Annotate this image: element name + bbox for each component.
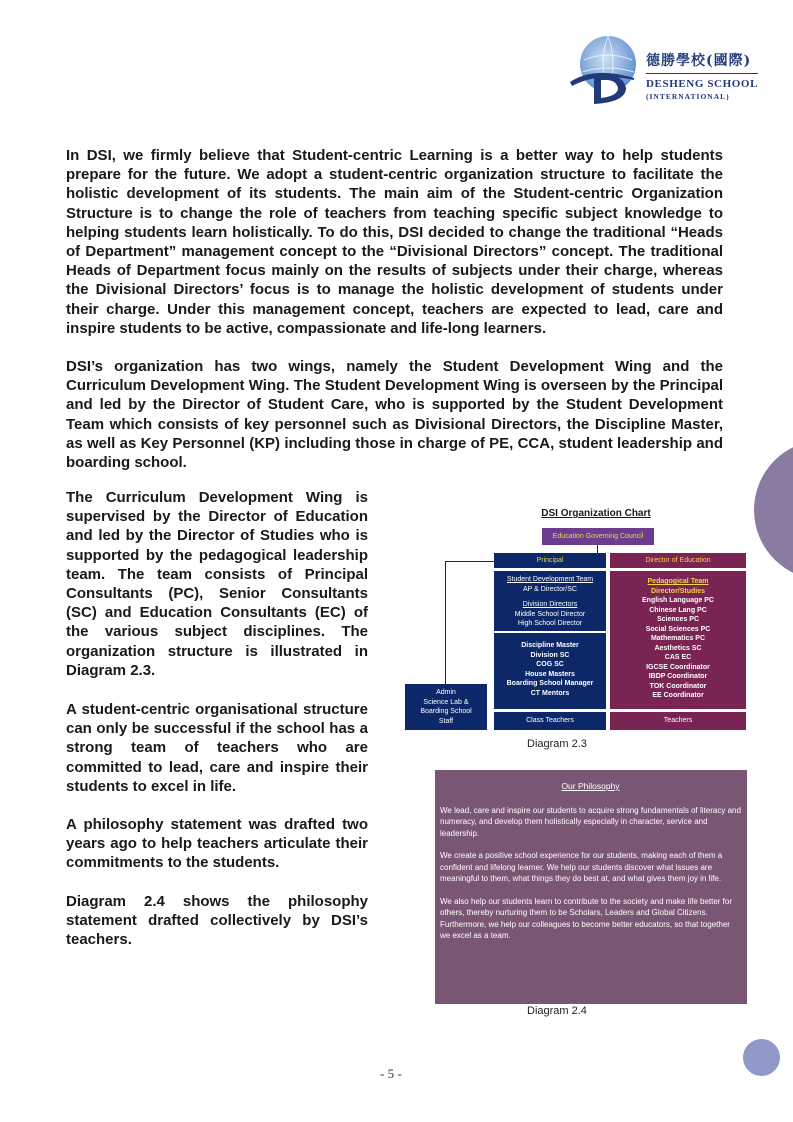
org-student-development-team (494, 571, 606, 631)
sdt-line: AP & Director/SC (523, 585, 577, 593)
org-chart (400, 505, 750, 755)
ped-item: Social Sciences PC (645, 625, 711, 633)
philosophy-paragraph: We also help our students learn to contribute to the society and make life better for others, thereby nurturing them to be Scholars, Leaders and Global Citizens. Furthermore, we help our colleagues to become better educators, so that together we excel as a team. (440, 896, 733, 940)
org-discipline-item: Division SC (530, 651, 570, 659)
paragraph-diagram-ref: Diagram 2.4 shows the philosophy statement drafted collectively by DSI’s teachers. (66, 893, 368, 949)
paragraph-intro: In DSI, we firmly believe that Student-centric Learning is a better way to help students prepare for the future. We adopt a student-centric organization structure to facilitate the holistic development of its students. The main aim of the Student-centric Organization Structure is to change the role of teachers from teaching specific subject knowledge to helping students learn holistically. To do this, DSI decided to change the traditional “Heads of Department” management concept to the “Divisional Directors” concept. The traditional Heads of Department focus mainly on the results of subjects under their charge, whereas the Divisional Directors’ focus is to manage the holistic development of students under their charge. Under this management concept, teachers are expected to lead, care and inspire students to be active, compassionate and life-long learners. (66, 147, 723, 337)
ped-item: IBDP Coordinator (648, 673, 708, 680)
org-discipline-item: Boarding School Manager (506, 680, 594, 687)
org-governing-council: Education Governing Council (542, 528, 654, 545)
ped-item: Chinese Lang PC (649, 606, 707, 614)
paragraph-student-centric: A student-centric organisational structure can only be successful if the school has a strong team of teachers who are committed to lead, care and inspire their students to excel in life. (66, 701, 368, 795)
org-discipline-item: Discipline Master (521, 642, 579, 649)
admin-line: Boarding School (420, 708, 472, 715)
philosophy-heading: Our Philosophy (561, 781, 620, 791)
org-class-teachers: Class Teachers (494, 712, 606, 730)
philosophy-box (435, 770, 747, 1004)
decorative-circle-small (743, 1039, 780, 1076)
org-director-education: Director of Education (610, 553, 746, 568)
ped-item: English Language PC (642, 597, 714, 604)
ped-item: CAS EC (664, 654, 692, 661)
page-number: - 5 - (380, 1066, 402, 1081)
philosophy-paragraph: We lead, care and inspire our students to acquire strong fundamentals of literacy and numeracy, and develop them holistically especially in character, service and leadership. (440, 805, 741, 838)
globe-logo-icon (564, 30, 644, 110)
connector-line (445, 561, 446, 684)
division-directors-title: Division Directors (522, 601, 578, 608)
paragraph-wings: DSI’s organization has two wings, namely the Student Development Wing and the Curriculum Development Wing. The Student Development Wing is overseen by the Principal and led by the Director of Student Care, who is supported by the Student Development Team which consists of key personnel such as Divisional Directors, the Discipline Master, as well as Key Personnel (KP) including those in charge of PE, CCA, student leadership and boarding school. (66, 358, 723, 472)
org-chart-title: DSI Organization Chart (541, 508, 651, 519)
admin-line: Staff (438, 717, 454, 725)
org-discipline-item: COG SC (536, 661, 564, 668)
org-teachers: Teachers (610, 712, 746, 730)
sdt-title: Student Development Team (506, 576, 594, 583)
paragraph-philosophy-drafted: A philosophy statement was drafted two years ago to help teachers articulate their commitments to the students. (66, 816, 368, 872)
division-line: Middle School Director (514, 610, 586, 618)
ped-title: Pedagogical Team (647, 578, 709, 585)
org-discipline-item: CT Mentors (530, 689, 570, 697)
ped-subtitle: Director/Studies (650, 587, 706, 595)
ped-item: Sciences PC (656, 616, 700, 623)
logo-subtitle: (INTERNATIONAL) (646, 92, 730, 101)
org-pedagogical-team (610, 571, 746, 709)
philosophy-paragraph: We create a positive school experience for our students, making each of them a confident and lifelong learner. We help our students discover what issues are meaningful to them, what things they do best at, and what gives them joy in life. (440, 851, 723, 883)
logo-english-name: DESHENG SCHOOL (646, 78, 759, 90)
diagram-2-3-caption: Diagram 2.3 (527, 738, 587, 750)
ped-item: EE Coordinator (652, 692, 704, 699)
admin-line: Admin (436, 689, 456, 696)
connector-line (445, 561, 494, 562)
school-logo (564, 30, 764, 110)
ped-item: Aesthetics SC (654, 644, 702, 652)
connector-line (597, 545, 598, 553)
diagram-2-4-caption: Diagram 2.4 (527, 1005, 587, 1017)
org-principal: Principal (494, 553, 606, 568)
logo-chinese-name: 德勝學校(國際) (646, 53, 752, 69)
org-admin-staff (405, 684, 487, 730)
ped-item: Mathematics PC (650, 635, 706, 642)
ped-item: IGCSE Coordinator (646, 663, 710, 671)
admin-line: Science Lab & (423, 698, 469, 706)
division-line: High School Director (517, 620, 583, 627)
ped-item: TOK Coordinator (649, 682, 707, 690)
paragraph-curriculum-wing: The Curriculum Development Wing is supervised by the Director of Education and led by the Director of Studies who is supported by the pedagogical leadership team. The team consists of Principal Consultants (PC), Senior Consultants (SC) and Education Consultants (EC) of the various subject disciplines. The organization structure is illustrated in Diagram 2.3. (66, 489, 368, 679)
org-discipline-item: House Masters (525, 670, 575, 678)
org-discipline-group (494, 633, 606, 709)
